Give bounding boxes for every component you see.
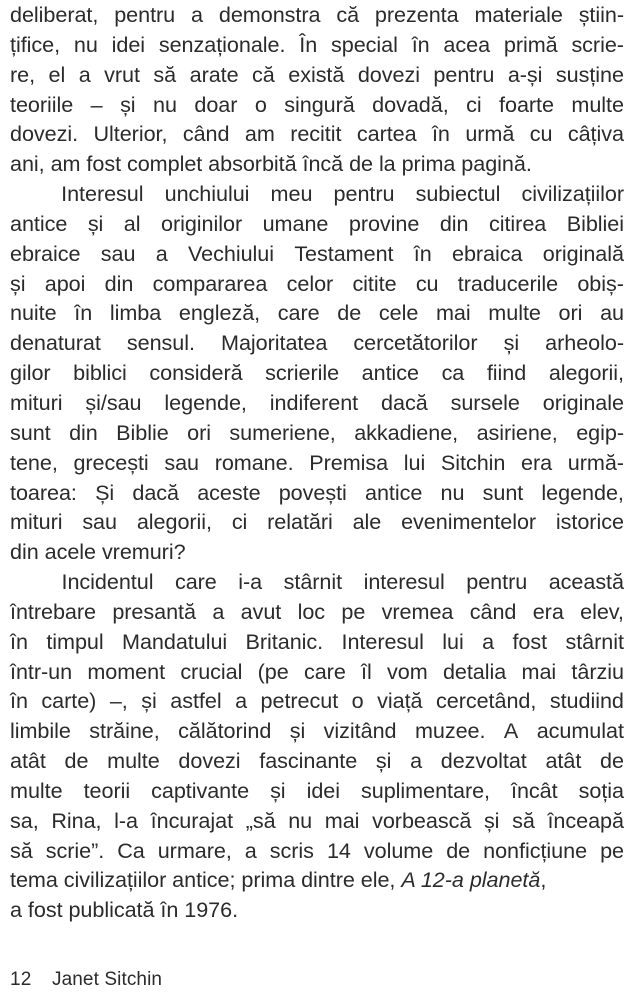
word: aceste	[197, 479, 261, 505]
text-line	[10, 90, 624, 120]
word: a	[235, 688, 248, 714]
word: (pe	[257, 658, 289, 684]
word: limbile	[10, 718, 71, 744]
running-head-author: Janet Sitchin	[52, 969, 163, 990]
word: era	[532, 598, 564, 624]
text-line: a fost publicată în 1976.	[10, 897, 239, 923]
word: dacă	[381, 389, 428, 415]
word: muzee.	[414, 718, 486, 744]
word: vizitând	[323, 718, 397, 744]
word: cu	[415, 270, 439, 296]
word: singură	[284, 91, 355, 117]
word: și	[10, 270, 26, 296]
word: există	[288, 61, 345, 87]
text-line	[10, 567, 624, 597]
word: Și	[95, 479, 115, 505]
word: de	[337, 300, 362, 326]
word: Testament	[294, 240, 394, 266]
word: au	[600, 300, 624, 326]
word: mituri	[10, 509, 63, 535]
word: țifice,	[10, 31, 61, 57]
text-line	[10, 478, 624, 508]
word: tene,	[10, 449, 58, 475]
word: citite	[352, 270, 397, 296]
word: stârnit	[565, 628, 624, 654]
word: arheolo-	[545, 330, 624, 356]
text-line	[10, 298, 624, 328]
word: suplimentare,	[361, 777, 490, 803]
word: gilor	[10, 360, 51, 386]
word: sau	[164, 449, 200, 475]
word: scrie-	[571, 31, 624, 57]
word: –	[90, 91, 103, 117]
word: urmă-	[567, 449, 624, 475]
word: multe	[10, 777, 63, 803]
word: mai	[521, 658, 557, 684]
word: dovezi	[178, 748, 241, 774]
word: scris	[269, 837, 314, 863]
word: și	[289, 718, 306, 744]
text-line	[10, 179, 624, 209]
word: unchiului	[164, 181, 250, 207]
text-line	[10, 60, 624, 90]
word: dovezi	[357, 61, 420, 87]
text-line	[10, 209, 624, 239]
word: Interesul	[61, 181, 144, 207]
word: și	[483, 807, 500, 833]
word: Ca	[117, 837, 145, 863]
word: Vechiului	[188, 240, 275, 266]
word: în	[10, 628, 28, 654]
word: pe	[600, 837, 624, 863]
word: sunt	[482, 479, 524, 505]
word: traducerile	[457, 270, 559, 296]
text-line	[10, 806, 624, 836]
word: ebraice	[10, 240, 81, 266]
word: ca	[441, 360, 465, 386]
word: ebraica	[452, 240, 523, 266]
word: era	[521, 449, 553, 475]
text-line	[10, 0, 624, 30]
word: îl	[361, 658, 372, 684]
word: lui	[442, 628, 464, 654]
text-line	[10, 269, 624, 299]
word: care	[303, 658, 346, 684]
word: care	[277, 300, 320, 326]
word: idei	[306, 777, 340, 803]
word: al	[123, 210, 141, 236]
word: scrierile	[265, 360, 340, 386]
text-line	[10, 597, 624, 627]
word: străine,	[89, 718, 160, 744]
word: încât	[511, 777, 558, 803]
word: sumeriene,	[229, 419, 336, 445]
word: din	[69, 419, 98, 445]
word: când	[182, 121, 230, 147]
word: cu	[529, 121, 553, 147]
word: nonficțiune	[483, 837, 588, 863]
word: vorbească	[372, 807, 472, 833]
word: senzaționale.	[158, 31, 286, 57]
word: multe	[107, 748, 160, 774]
page-number: 12	[10, 969, 32, 990]
word: mai	[324, 807, 360, 833]
word: originale	[542, 389, 624, 415]
word: Mandatului	[122, 628, 228, 654]
word: târziu	[571, 658, 624, 684]
body-text-block	[10, 0, 624, 925]
word: nu	[73, 31, 98, 57]
word: înceapă	[547, 807, 624, 833]
word: acumulat	[536, 718, 624, 744]
word: din	[104, 270, 134, 296]
paragraph-indent	[10, 567, 40, 597]
text-line	[10, 119, 624, 149]
word: grecești	[73, 449, 149, 475]
word: dacă	[132, 479, 180, 505]
word: Bibliei	[566, 210, 624, 236]
word: și	[87, 210, 104, 236]
word: alegorii,	[136, 509, 212, 535]
word: ci	[466, 91, 482, 117]
word: doar	[194, 91, 238, 117]
word: limba	[109, 300, 162, 326]
word: În	[299, 31, 318, 57]
word: pentru	[433, 61, 495, 87]
word: sa,	[10, 807, 39, 833]
word: de	[446, 837, 471, 863]
word: mai	[435, 300, 471, 326]
word: a	[78, 61, 91, 87]
word: ori	[558, 300, 583, 326]
text-line	[10, 627, 624, 657]
word: antice	[364, 479, 423, 505]
text-line	[10, 657, 624, 687]
word: nu	[440, 479, 465, 505]
word: dovadă,	[372, 91, 449, 117]
word: ale	[352, 509, 382, 535]
word: în	[10, 688, 28, 714]
word: obiș-	[577, 270, 624, 296]
word: idei	[111, 31, 146, 57]
word: „să	[245, 807, 276, 833]
word: sunt	[10, 419, 51, 445]
word: atât	[10, 748, 46, 774]
word: lui	[403, 449, 426, 475]
word: acea	[443, 31, 491, 57]
word: Sitchin	[440, 449, 506, 475]
word: consideră	[149, 360, 243, 386]
word: re,	[10, 61, 36, 87]
word: elev,	[580, 598, 624, 624]
text-line	[10, 388, 624, 418]
text-line	[10, 418, 624, 448]
word: și	[120, 91, 136, 117]
text-line	[10, 865, 624, 895]
word: multe	[488, 300, 541, 326]
word: multe	[571, 91, 624, 117]
word: fost	[512, 628, 548, 654]
word: dezvoltat	[440, 748, 527, 774]
paragraph-indent	[10, 179, 40, 209]
text-run: tema civilizațiilor antice; prima dintre ele,	[10, 867, 402, 893]
word: vremea	[381, 598, 454, 624]
word: engleză,	[178, 300, 261, 326]
word: nuite	[10, 300, 57, 326]
word: din	[439, 210, 469, 236]
word: cartea	[356, 121, 417, 147]
word: urmare,	[157, 837, 232, 863]
word: o	[254, 91, 267, 117]
word: loc	[297, 598, 326, 624]
word: studiind	[549, 688, 624, 714]
word: de	[599, 748, 624, 774]
word: urmă	[465, 121, 515, 147]
word: ori	[187, 419, 211, 445]
word: celor	[286, 270, 334, 296]
word: că	[252, 61, 275, 87]
word: această	[548, 569, 624, 595]
word: dovezi.	[10, 121, 79, 147]
word: vom	[387, 658, 428, 684]
word: a	[212, 598, 225, 624]
word: presantă	[112, 598, 196, 624]
text-line: ani, am fost complet absorbită încă de la prima pagină.	[10, 151, 532, 177]
word: teoriile	[10, 91, 74, 117]
text-line: din acele vremuri?	[10, 539, 186, 565]
word: în	[413, 240, 432, 266]
word: materiale	[474, 2, 563, 27]
word: nu	[288, 807, 313, 833]
word: captivante	[151, 777, 250, 803]
word: în	[431, 121, 450, 147]
text-line	[10, 507, 624, 537]
word: subiectul	[415, 181, 501, 207]
word: susține	[555, 61, 624, 87]
word: care	[174, 569, 217, 595]
word: scrie”.	[45, 837, 105, 863]
word: l-a	[114, 807, 138, 833]
word: încurajat	[150, 807, 234, 833]
word: foarte	[499, 91, 554, 117]
word: legende,	[164, 389, 247, 415]
word: deliberat,	[10, 2, 99, 27]
word: interesul	[363, 569, 445, 595]
word: câțiva	[567, 121, 624, 147]
word: și	[503, 330, 520, 356]
word: să	[512, 807, 535, 833]
text-line	[10, 836, 624, 866]
word: crucial	[180, 658, 243, 684]
word: Ulterior,	[93, 121, 168, 147]
word: a-și	[507, 61, 543, 87]
text-run: ,	[540, 867, 547, 893]
word: și/sau	[85, 389, 142, 415]
word: denaturat	[10, 330, 101, 356]
word: –,	[109, 688, 128, 714]
word: sensul.	[126, 330, 195, 356]
word: biblici	[73, 360, 127, 386]
word: carte)	[41, 688, 97, 714]
word: a	[244, 837, 257, 863]
word: a	[482, 628, 495, 654]
word: de	[64, 748, 89, 774]
word: demonstra	[218, 2, 321, 27]
word: a	[155, 240, 168, 266]
word: compararea	[152, 270, 268, 296]
word: Incidentul	[61, 569, 154, 595]
word: i-a	[238, 569, 263, 595]
word: viață	[377, 688, 423, 714]
word: fascinante	[259, 748, 358, 774]
word: a	[191, 2, 203, 27]
word: prezenta	[374, 2, 459, 27]
text-line	[10, 358, 624, 388]
word: cercetând,	[436, 688, 537, 714]
word: antice	[361, 360, 419, 386]
word: evenimentelor	[401, 509, 537, 535]
book-title-italic: A 12-a planetă	[401, 867, 541, 893]
word: Biblie	[116, 419, 169, 445]
word: Rina,	[51, 807, 102, 833]
word: vrut	[104, 61, 140, 87]
text-line	[10, 716, 624, 746]
word: timpul	[46, 628, 104, 654]
word: asiriene,	[476, 419, 558, 445]
word: toarea:	[10, 479, 77, 505]
word: romane.	[214, 449, 294, 475]
word: petrecut	[260, 688, 339, 714]
word: o	[351, 688, 364, 714]
word: a	[410, 748, 423, 774]
word: să	[153, 61, 177, 87]
word: originilor	[161, 210, 243, 236]
word: el	[48, 61, 66, 87]
word: fiind	[486, 360, 527, 386]
word: detalia	[442, 658, 507, 684]
word: legende,	[541, 479, 624, 505]
word: când	[469, 598, 517, 624]
word: Britanic.	[245, 628, 324, 654]
word: antice	[10, 210, 68, 236]
word: am	[244, 121, 275, 147]
word: soția	[578, 777, 624, 803]
word: primă	[503, 31, 558, 57]
word: citirea	[488, 210, 547, 236]
word: că	[336, 2, 360, 27]
word: pe	[341, 598, 366, 624]
word: și	[270, 777, 286, 803]
text-line	[10, 686, 624, 716]
word: teorii	[83, 777, 131, 803]
word: sau	[82, 509, 117, 535]
word: știin-	[578, 2, 624, 27]
word: într-un	[10, 658, 73, 684]
word: și	[141, 688, 157, 714]
word: avut	[240, 598, 282, 624]
word: nu	[153, 91, 177, 117]
word: Majoritatea	[221, 330, 328, 356]
word: akkadiene,	[354, 419, 459, 445]
text-line	[10, 746, 624, 776]
word: pentru	[333, 181, 395, 207]
word: moment	[87, 658, 166, 684]
text-line	[10, 776, 624, 806]
word: astfel	[170, 688, 222, 714]
word: originală	[542, 240, 624, 266]
word: cele	[378, 300, 419, 326]
word: stârnit	[283, 569, 343, 595]
word: Interesul	[341, 628, 424, 654]
word: relatări	[267, 509, 333, 535]
text-line	[10, 239, 624, 269]
word: sau	[100, 240, 136, 266]
word: mituri	[10, 389, 63, 415]
word: povești	[278, 479, 347, 505]
word: meu	[270, 181, 313, 207]
word: apoi	[44, 270, 86, 296]
word: călătorind	[178, 718, 272, 744]
text-line	[10, 30, 624, 60]
word: recitit	[290, 121, 342, 147]
word: atât	[545, 748, 582, 774]
word: întrebare	[10, 598, 96, 624]
word: ci	[231, 509, 248, 535]
word: umane	[262, 210, 329, 236]
word: volume	[363, 837, 434, 863]
page-footer	[10, 968, 624, 992]
word: indiferent	[269, 389, 359, 415]
text-line	[10, 328, 624, 358]
word: alegorii,	[548, 360, 624, 386]
word: A	[503, 718, 519, 744]
word: Premisa	[309, 449, 389, 475]
word: și	[375, 748, 392, 774]
word: 14	[326, 837, 351, 863]
word: arate	[189, 61, 239, 87]
word: civilizațiilor	[521, 181, 624, 207]
text-line	[10, 448, 624, 478]
word: în	[411, 31, 430, 57]
word: cercetătorilor	[353, 330, 478, 356]
word: pentru	[466, 569, 528, 595]
word: să	[10, 837, 33, 863]
word: egip-	[576, 419, 624, 445]
word: în	[74, 300, 93, 326]
word: sursele	[450, 389, 520, 415]
word: provine	[348, 210, 420, 236]
word: istorice	[555, 509, 624, 535]
word: pentru	[114, 2, 176, 27]
word: special	[331, 31, 398, 57]
